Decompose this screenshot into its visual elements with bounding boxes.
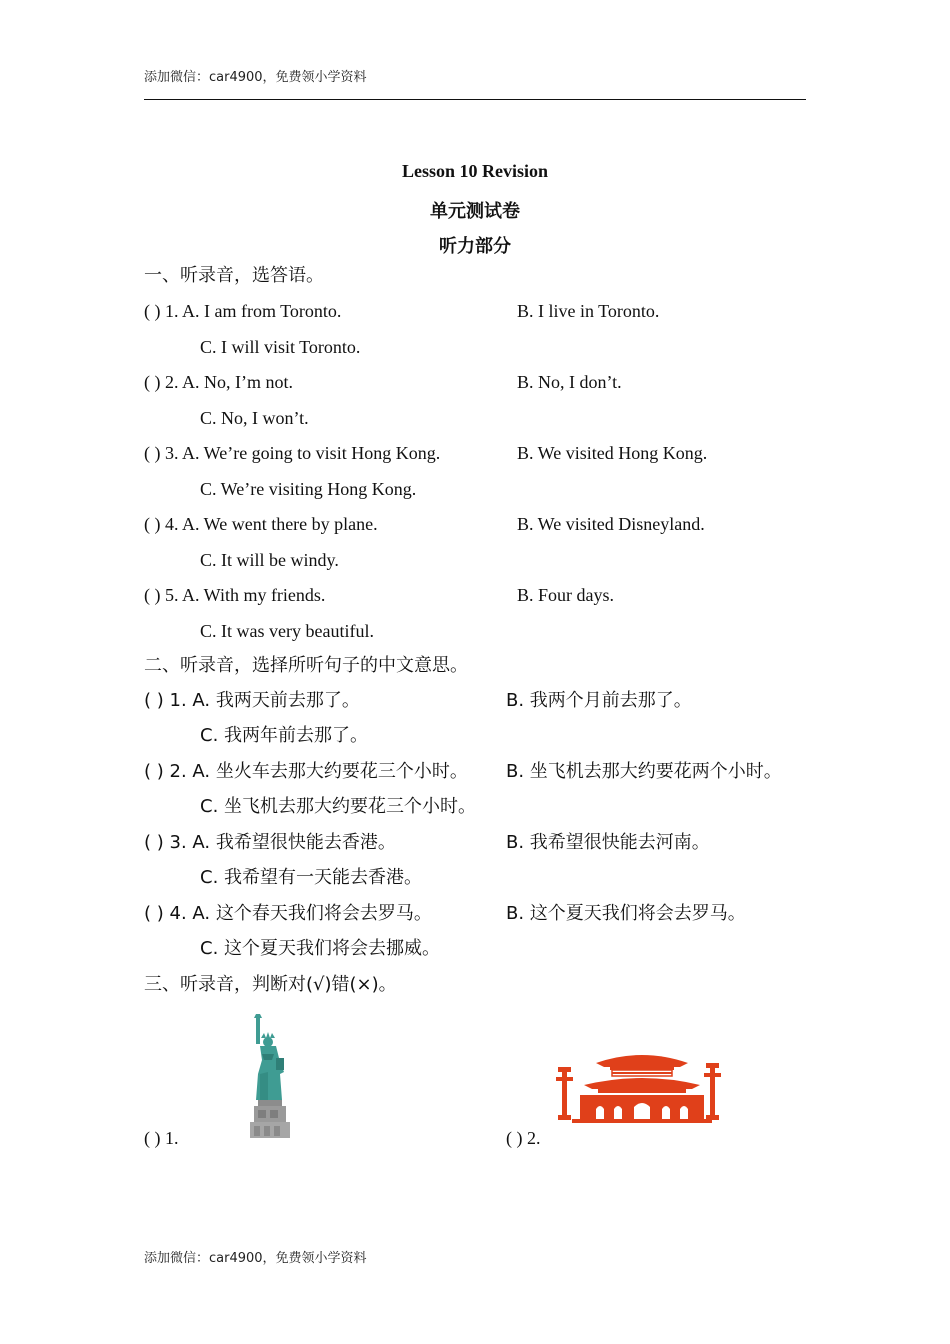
s2-q4-option-b: B. 这个夏天我们将会去罗马。 — [506, 903, 746, 924]
s1-q5-option-b: B. Four days. — [517, 585, 615, 605]
s2-q4-option-a: ( ) 4. A. 这个春天我们将会去罗马。 — [144, 903, 432, 924]
s1-q5-option-c: C. It was very beautiful. — [200, 621, 374, 641]
s1-q4-option-a: ( ) 4. A. We went there by plane. — [144, 514, 378, 534]
tiananmen-picture — [554, 1047, 730, 1123]
s1-q1-option-c: C. I will visit Toronto. — [200, 337, 361, 357]
s1-q4-option-c: C. It will be windy. — [200, 550, 339, 570]
header-note: 添加微信：car4900，免费领小学资料 — [144, 70, 367, 85]
s2-q2-option-a: ( ) 2. A. 坐火车去那大约要花三个小时。 — [144, 761, 468, 782]
s1-q3-option-c: C. We’re visiting Hong Kong. — [200, 479, 417, 499]
s1-q2-option-b: B. No, I don’t. — [517, 372, 622, 392]
s3-item1-label: ( ) 1. — [144, 1128, 179, 1148]
s2-q3-option-b: B. 我希望很快能去河南。 — [506, 832, 710, 853]
s2-q2-option-b: B. 坐飞机去那大约要花两个小时。 — [506, 761, 782, 782]
s2-q2-option-c: C. 坐飞机去那大约要花三个小时。 — [200, 796, 477, 817]
s2-q3-option-a: ( ) 3. A. 我希望很快能去香港。 — [144, 832, 396, 853]
statue-of-liberty-picture — [246, 1014, 298, 1140]
s1-q3-option-a: ( ) 3. A. We’re going to visit Hong Kong. — [144, 443, 441, 463]
section1-heading: 一、听录音，选答语。 — [144, 265, 324, 286]
s2-q1-option-c: C. 我两年前去那了。 — [200, 725, 369, 746]
s1-q1-option-a: ( ) 1. A. I am from Toronto. — [144, 301, 342, 321]
section2-heading: 二、听录音，选择所听句子的中文意思。 — [144, 655, 468, 676]
lesson-title: Lesson 10 Revision — [401, 161, 549, 181]
s2-q3-option-c: C. 我希望有一天能去香港。 — [200, 867, 423, 888]
footer-note: 添加微信：car4900，免费领小学资料 — [144, 1251, 367, 1266]
s1-q4-option-b: B. We visited Disneyland. — [517, 514, 705, 534]
s1-q1-option-b: B. I live in Toronto. — [517, 301, 660, 321]
s1-q2-option-a: ( ) 2. A. No, I’m not. — [144, 372, 293, 392]
s1-q2-option-c: C. No, I won’t. — [200, 408, 309, 428]
s3-item2-label: ( ) 2. — [506, 1128, 541, 1148]
section3-heading: 三、听录音，判断对(√)错(×)。 — [144, 974, 397, 995]
s2-q4-option-c: C. 这个夏天我们将会去挪威。 — [200, 938, 441, 959]
s2-q1-option-b: B. 我两个月前去那了。 — [506, 690, 692, 711]
s2-q1-option-a: ( ) 1. A. 我两天前去那了。 — [144, 690, 360, 711]
s1-q5-option-a: ( ) 5. A. With my friends. — [144, 585, 326, 605]
test-subtitle: 单元测试卷 — [430, 201, 520, 222]
header-divider — [144, 99, 806, 100]
s1-q3-option-b: B. We visited Hong Kong. — [517, 443, 708, 463]
listening-part-title: 听力部分 — [439, 236, 511, 257]
